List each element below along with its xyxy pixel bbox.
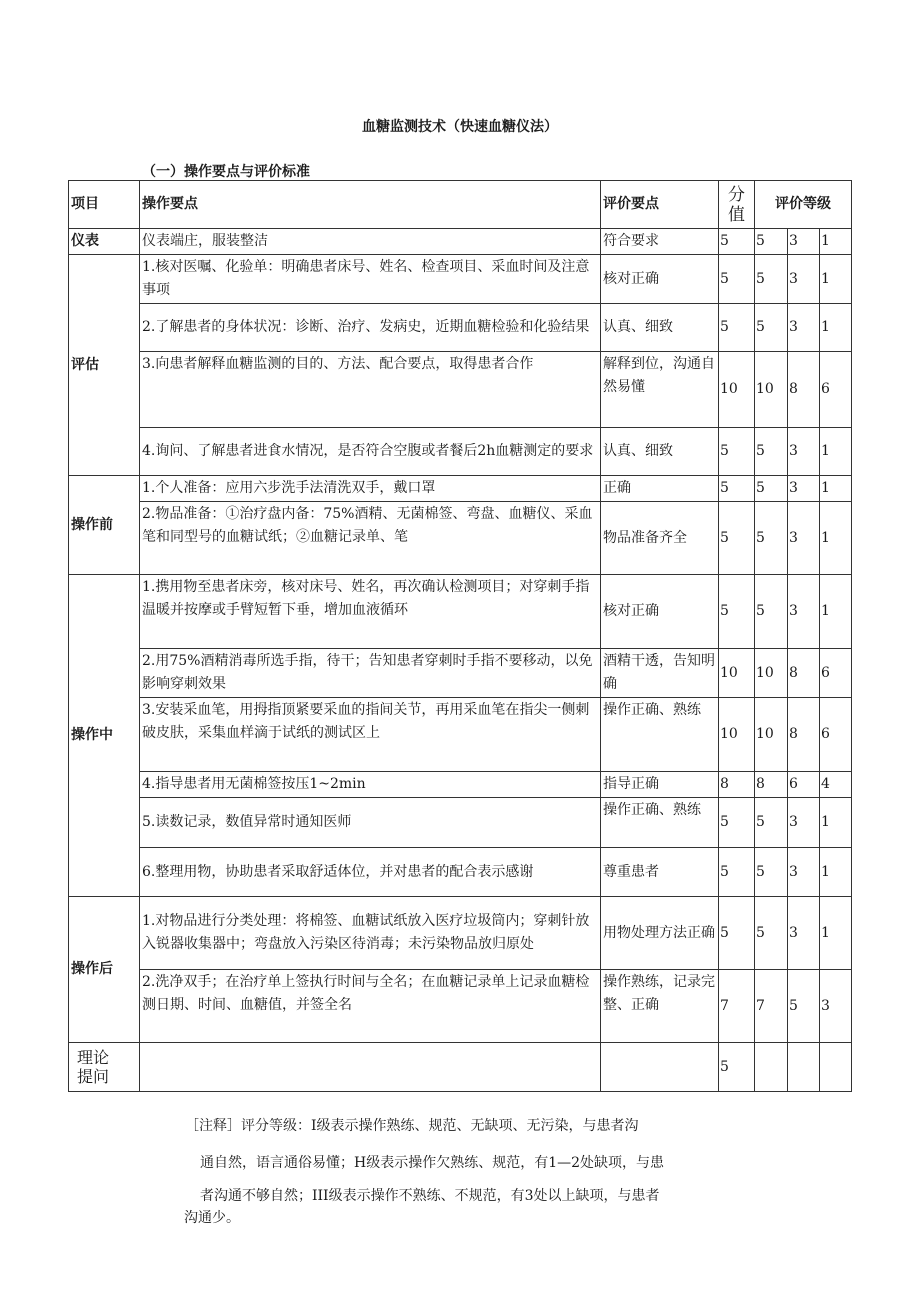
criteria-text: 酒精干透，告知明确 <box>601 649 719 698</box>
point-text: 1.核对医嘱、化验单：明确患者床号、姓名、检查项目、采血时间及注意事项 <box>140 255 601 304</box>
section-subtitle: （一）操作要点与评价标准 <box>142 164 310 180</box>
criteria-text: 操作正确、熟练 <box>601 698 719 772</box>
grade-2-value: 8 <box>788 352 820 428</box>
grade-1-value: 5 <box>755 428 788 476</box>
table-row <box>69 649 852 698</box>
grade-1-value: 5 <box>755 798 788 848</box>
criteria-text: 物品准备齐全 <box>601 502 719 575</box>
score-value: 5 <box>719 798 755 848</box>
grade-1-value: 5 <box>755 255 788 304</box>
grade-1-value: 5 <box>755 897 788 970</box>
grade-2-value: 8 <box>788 649 820 698</box>
grade-2-value: 8 <box>788 698 820 772</box>
criteria-text: 核对正确 <box>601 255 719 304</box>
category-top: 理论 <box>77 1048 110 1067</box>
grade-1-value: 5 <box>755 229 788 255</box>
grade-3-value: 1 <box>820 255 852 304</box>
grade-2-value: 3 <box>788 255 820 304</box>
category-cell: 评估 <box>69 255 140 476</box>
grade-3-value: 6 <box>820 649 852 698</box>
header-score-top: 分 <box>728 184 745 205</box>
score-value: 10 <box>719 649 755 698</box>
table-row <box>69 1043 852 1092</box>
grade-3-value <box>820 1043 852 1092</box>
criteria-text: 指导正确 <box>601 772 719 798</box>
score-value: 5 <box>719 1043 755 1092</box>
header-criteria: 评价要点 <box>601 181 719 229</box>
score-value: 10 <box>719 698 755 772</box>
evaluation-table <box>68 180 852 1092</box>
category-cell: 仪表 <box>69 229 140 255</box>
table-row <box>69 502 852 575</box>
point-text: 5.读数记录，数值异常时通知医师 <box>140 798 601 848</box>
document-title: 血糖监测技术（快速血糖仪法） <box>362 119 558 135</box>
criteria-text: 操作熟练，记录完整、正确 <box>601 970 719 1043</box>
grade-2-value: 3 <box>788 476 820 502</box>
note-line-1: ［注释］评分等级：I级表示操作熟练、规范、无缺项、无污染，与患者沟 <box>185 1118 639 1134</box>
category-cell: 操作前 <box>69 476 140 575</box>
category-bottom: 提问 <box>77 1067 110 1086</box>
grade-1-value: 5 <box>755 304 788 352</box>
note-line-3: 者沟通不够自然；III级表示操作不熟练、不规范，有3处以上缺项，与患者 <box>200 1188 660 1204</box>
table-row <box>69 970 852 1043</box>
table-row <box>69 798 852 848</box>
grade-1-value: 5 <box>755 502 788 575</box>
grade-3-value: 1 <box>820 304 852 352</box>
criteria-text: 正确 <box>601 476 719 502</box>
grade-2-value: 3 <box>788 848 820 897</box>
header-grade: 评价等级 <box>755 181 852 229</box>
criteria-text: 操作正确、熟练 <box>601 798 719 848</box>
grade-3-value: 4 <box>820 772 852 798</box>
grade-3-value: 3 <box>820 970 852 1043</box>
grade-2-value: 3 <box>788 575 820 649</box>
grade-3-value: 6 <box>820 698 852 772</box>
grade-1-value <box>755 1043 788 1092</box>
grade-1-value: 5 <box>755 575 788 649</box>
criteria-text <box>601 1043 719 1092</box>
score-value: 5 <box>719 897 755 970</box>
score-value: 10 <box>719 352 755 428</box>
score-value: 5 <box>719 255 755 304</box>
grade-2-value: 3 <box>788 897 820 970</box>
grade-1-value: 8 <box>755 772 788 798</box>
table-row <box>69 848 852 897</box>
point-text: 2.了解患者的身体状况：诊断、治疗、发病史，近期血糖检验和化验结果 <box>140 304 601 352</box>
grade-1-value: 5 <box>755 476 788 502</box>
header-score-bottom: 值 <box>728 204 745 225</box>
point-text <box>140 1043 601 1092</box>
grade-2-value: 5 <box>788 970 820 1043</box>
note-line-2: 通自然，语言通俗易懂；H级表示操作欠熟练、规范，有1—2处缺项，与患 <box>200 1155 665 1171</box>
header-points: 操作要点 <box>140 181 601 229</box>
table-row <box>69 304 852 352</box>
grade-3-value: 1 <box>820 428 852 476</box>
category-cell: 操作中 <box>69 575 140 897</box>
grade-2-value: 3 <box>788 229 820 255</box>
criteria-text: 尊重患者 <box>601 848 719 897</box>
grade-1-value: 5 <box>755 848 788 897</box>
score-value: 5 <box>719 229 755 255</box>
score-value: 5 <box>719 428 755 476</box>
table-row <box>69 897 852 970</box>
point-text: 1.个人准备：应用六步洗手法清洗双手，戴口罩 <box>140 476 601 502</box>
grade-3-value: 1 <box>820 848 852 897</box>
point-text: 1.携用物至患者床旁，核对床号、姓名，再次确认检测项目；对穿刺手指温暖并按摩或手臂短暂下垂，增加血液循环 <box>140 575 601 649</box>
score-value: 5 <box>719 575 755 649</box>
table-row <box>69 352 852 428</box>
point-text: 3.安装采血笔，用拇指顶紧要采血的指间关节，再用采血笔在指尖一侧刺破皮肤，采集血样滴于试纸的测试区上 <box>140 698 601 772</box>
table-row <box>69 255 852 304</box>
score-value: 8 <box>719 772 755 798</box>
grade-3-value: 1 <box>820 897 852 970</box>
grade-3-value: 1 <box>820 476 852 502</box>
point-text: 2.物品准备：①治疗盘内备：75%酒精、无菌棉签、弯盘、血糖仪、采血笔和同型号的血糖试纸；②血糖记录单、笔 <box>140 502 601 575</box>
grade-3-value: 1 <box>820 575 852 649</box>
table-row <box>69 575 852 649</box>
criteria-text: 符合要求 <box>601 229 719 255</box>
point-text: 3.向患者解释血糖监测的目的、方法、配合要点，取得患者合作 <box>140 352 601 428</box>
criteria-text: 解释到位，沟通自然易懂 <box>601 352 719 428</box>
score-value: 5 <box>719 848 755 897</box>
point-text: 4.询问、了解患者进食水情况，是否符合空腹或者餐后2h血糖测定的要求 <box>140 428 601 476</box>
grade-3-value: 6 <box>820 352 852 428</box>
grade-2-value: 3 <box>788 428 820 476</box>
score-value: 5 <box>719 502 755 575</box>
category-cell <box>69 1043 140 1092</box>
grade-1-value: 7 <box>755 970 788 1043</box>
grade-2-value: 3 <box>788 798 820 848</box>
table-row <box>69 476 852 502</box>
score-value: 7 <box>719 970 755 1043</box>
criteria-text: 认真、细致 <box>601 428 719 476</box>
grade-3-value: 1 <box>820 798 852 848</box>
point-text: 1.对物品进行分类处理：将棉签、血糖试纸放入医疗垃圾筒内；穿刺针放入锐器收集器中；弯盘放入污染区待消毒；未污染物品放归原处 <box>140 897 601 970</box>
point-text: 仪表端庄，服装整洁 <box>140 229 601 255</box>
grade-2-value: 3 <box>788 304 820 352</box>
grade-2-value: 3 <box>788 502 820 575</box>
note-line-4: 沟通少。 <box>184 1210 240 1226</box>
table-row <box>69 698 852 772</box>
criteria-text: 用物处理方法正确 <box>601 897 719 970</box>
header-item: 项目 <box>69 181 140 229</box>
grade-1-value: 10 <box>755 649 788 698</box>
table-row <box>69 428 852 476</box>
category-cell: 操作后 <box>69 897 140 1043</box>
criteria-text: 核对正确 <box>601 575 719 649</box>
header-score <box>719 181 755 229</box>
table-row <box>69 229 852 255</box>
criteria-text: 认真、细致 <box>601 304 719 352</box>
score-value: 5 <box>719 476 755 502</box>
grade-3-value: 1 <box>820 229 852 255</box>
point-text: 4.指导患者用无菌棉签按压1~2min <box>140 772 601 798</box>
grade-2-value <box>788 1043 820 1092</box>
grade-3-value: 1 <box>820 502 852 575</box>
grade-1-value: 10 <box>755 352 788 428</box>
grade-2-value: 6 <box>788 772 820 798</box>
point-text: 2.用75%酒精消毒所选手指，待干；告知患者穿刺时手指不要移动，以免影响穿刺效果 <box>140 649 601 698</box>
point-text: 2.洗净双手；在治疗单上签执行时间与全名；在血糖记录单上记录血糖检测日期、时间、血糖值，并签全名 <box>140 970 601 1043</box>
grade-1-value: 10 <box>755 698 788 772</box>
table-header-row <box>69 181 852 229</box>
table-row <box>69 772 852 798</box>
score-value: 5 <box>719 304 755 352</box>
point-text: 6.整理用物，协助患者采取舒适体位，并对患者的配合表示感谢 <box>140 848 601 897</box>
